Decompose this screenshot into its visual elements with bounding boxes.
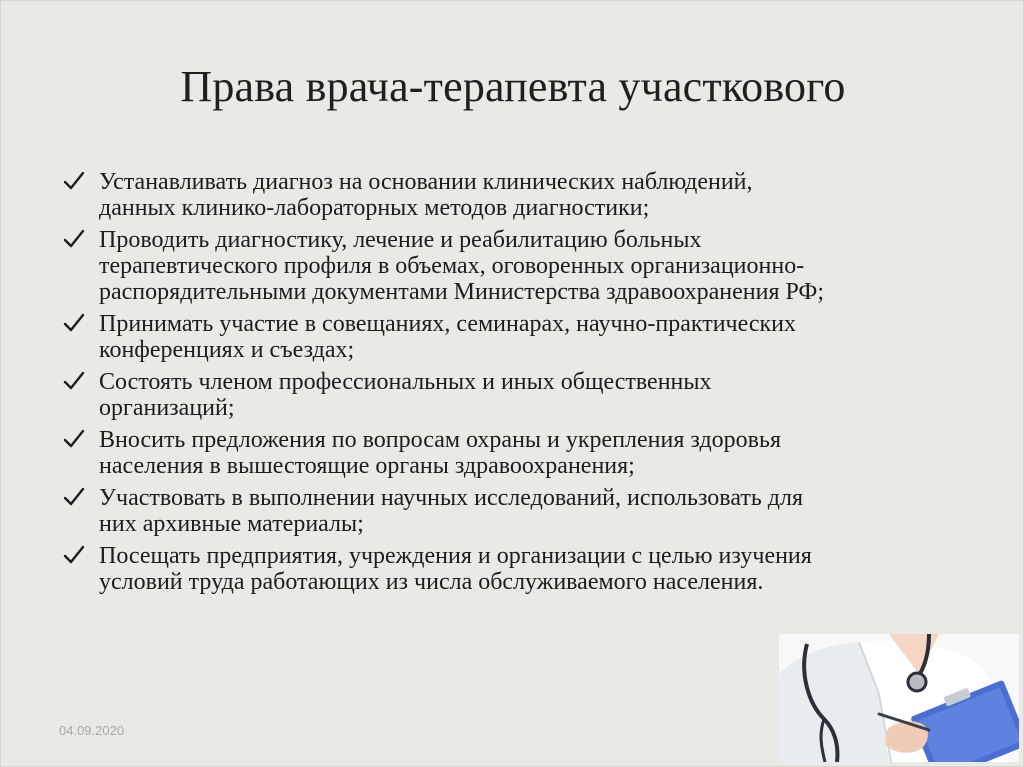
list-item	[61, 427, 981, 479]
check-icon	[63, 544, 85, 566]
bullet-text: Принимать участие в совещаниях, семинарах, научно-практических конференциях и съездах;	[99, 311, 797, 363]
bullet-text: Устанавливать диагноз на основании клинических наблюдений, данных клинико-лабораторных методов диагностики;	[99, 169, 753, 221]
bullet-text: Участвовать в выполнении научных исследований, использовать для них архивные материалы;	[99, 485, 804, 537]
list-item	[61, 311, 981, 363]
list-item	[61, 485, 981, 537]
check-icon	[63, 170, 85, 192]
check-icon	[63, 228, 85, 250]
list-item	[61, 169, 981, 221]
bullet-text: Состоять членом профессиональных и иных общественных организаций;	[99, 369, 712, 421]
check-icon	[63, 312, 85, 334]
doctor-photo	[779, 634, 1019, 762]
bullet-list	[61, 169, 981, 601]
list-item	[61, 543, 981, 595]
check-icon	[63, 486, 85, 508]
bullet-text: Посещать предприятия, учреждения и организации с целью изучения условий труда работающих из числа обслуживаемого населения.	[99, 543, 812, 595]
check-icon	[63, 428, 85, 450]
check-icon	[63, 370, 85, 392]
bullet-text: Вносить предложения по вопросам охраны и укрепления здоровья населения в вышестоящие органы здравоохранения;	[99, 427, 781, 479]
list-item	[61, 227, 981, 305]
bullet-text: Проводить диагностику, лечение и реабилитацию больных терапевтического профиля в объемах, оговоренных организационно- распорядительными документами Министерства здравоохранения РФ;	[99, 227, 825, 305]
slide-title: Права врача-терапевта участкового	[180, 62, 846, 111]
slide-date: 04.09.2020	[59, 723, 125, 738]
doctor-stethoscope-clipboard-icon	[779, 634, 1019, 762]
list-item	[61, 369, 981, 421]
